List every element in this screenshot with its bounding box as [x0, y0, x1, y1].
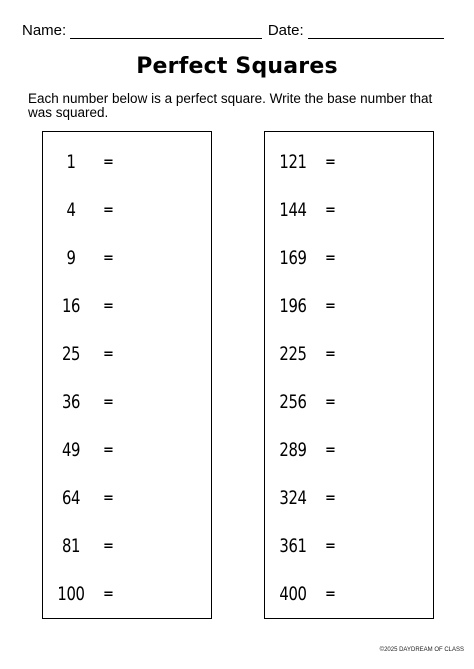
header-line [22, 19, 444, 39]
equals-sign: = [325, 442, 336, 458]
right-answer-box [264, 131, 434, 619]
equals-sign: = [103, 250, 114, 266]
problem-row [43, 147, 211, 177]
perfect-square-number: 225 [279, 343, 307, 365]
name-blank-line[interactable] [70, 24, 262, 39]
equals-sign: = [103, 490, 114, 506]
equals-sign: = [325, 202, 336, 218]
perfect-square-number: 196 [279, 295, 307, 317]
perfect-square-number: 9 [66, 247, 76, 269]
page-title: Perfect Squares [136, 54, 338, 79]
perfect-square-number: 324 [279, 487, 307, 509]
left-problem-list [43, 132, 211, 618]
problem-row [265, 435, 433, 465]
left-answer-box [42, 131, 212, 619]
perfect-square-number: 81 [61, 535, 81, 557]
perfect-square-number: 144 [279, 199, 307, 221]
perfect-square-number: 1 [66, 151, 76, 173]
equals-sign: = [325, 490, 336, 506]
problem-row [265, 387, 433, 417]
problem-row [265, 195, 433, 225]
perfect-square-number: 4 [66, 199, 76, 221]
equals-sign: = [325, 298, 336, 314]
perfect-square-number: 169 [279, 247, 307, 269]
problem-row [265, 291, 433, 321]
date-blank-line[interactable] [308, 24, 444, 39]
perfect-square-number: 49 [61, 439, 81, 461]
equals-sign: = [103, 538, 114, 554]
problem-row [43, 387, 211, 417]
problem-row [43, 435, 211, 465]
problem-row [265, 339, 433, 369]
equals-sign: = [103, 442, 114, 458]
perfect-square-number: 25 [61, 343, 81, 365]
perfect-square-number: 64 [61, 487, 81, 509]
perfect-square-number: 256 [279, 391, 307, 413]
equals-sign: = [103, 346, 114, 362]
equals-sign: = [325, 586, 336, 602]
problem-row [43, 579, 211, 609]
problem-row [265, 243, 433, 273]
equals-sign: = [325, 394, 336, 410]
problem-row [43, 531, 211, 561]
perfect-square-number: 400 [279, 583, 307, 605]
equals-sign: = [325, 154, 336, 170]
instructions-text: Each number below is a perfect square. Write the base number that was squared. [28, 91, 433, 120]
equals-sign: = [103, 394, 114, 410]
equals-sign: = [103, 154, 114, 170]
equals-sign: = [103, 202, 114, 218]
problem-row [265, 147, 433, 177]
problem-row [265, 579, 433, 609]
problem-row [43, 291, 211, 321]
perfect-square-number: 16 [61, 295, 81, 317]
problem-row [43, 243, 211, 273]
equals-sign: = [103, 586, 114, 602]
problem-row [265, 483, 433, 513]
date-label: Date: [267, 22, 304, 39]
equals-sign: = [103, 298, 114, 314]
equals-sign: = [325, 346, 336, 362]
problem-row [265, 531, 433, 561]
equals-sign: = [325, 538, 336, 554]
problem-row [43, 195, 211, 225]
equals-sign: = [325, 250, 336, 266]
right-problem-list [265, 132, 433, 618]
perfect-square-number: 36 [61, 391, 81, 413]
problem-row [43, 483, 211, 513]
problem-row [43, 339, 211, 369]
perfect-square-number: 121 [279, 151, 307, 173]
copyright-notice: ©2025 DAYDREAM OF CLASS [379, 647, 464, 653]
perfect-square-number: 361 [279, 535, 307, 557]
perfect-square-number: 100 [57, 583, 85, 605]
perfect-square-number: 289 [279, 439, 307, 461]
name-label: Name: [22, 22, 67, 39]
